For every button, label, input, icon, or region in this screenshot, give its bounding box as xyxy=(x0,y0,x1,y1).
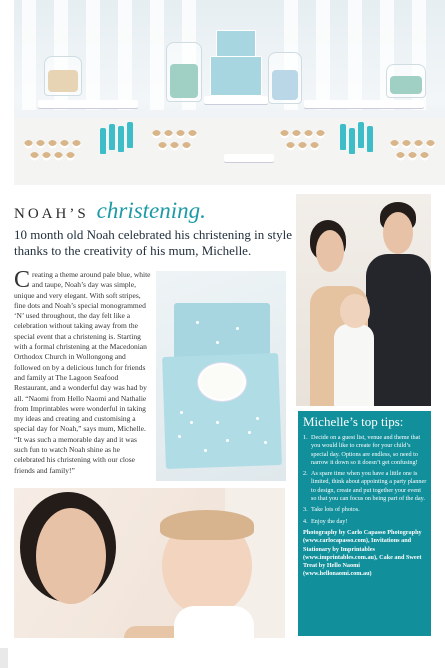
tips-title: Michelle’s top tips: xyxy=(303,414,404,429)
tip-item: 2. As spare time when you have a little one is limited, think about appointing a party planner to design, create and put together your event so that you can focus on being part of the day. xyxy=(303,470,427,503)
headline-script: christening. xyxy=(96,198,206,223)
top-tips-box xyxy=(298,411,431,636)
tips-list xyxy=(303,434,427,526)
headline-name: NOAH’S xyxy=(14,206,89,222)
monogram-cake-photo xyxy=(156,271,286,481)
drop-cap: C xyxy=(14,267,31,293)
body-copy: reating a theme around pale blue, white and taupe, Noah’s day was simple, unique and very elegant. With soft stripes, fine dots and Noah’s special monogrammed ‘N’ used throughout, the day felt like a celebration without taking away from the special event that a christening is. Starting with a formal christening at the Macedonian Orthodox Church in Wollongong and followed on by a delicious lunch for friends and family at The Lagoon Seafood Restaurant, and a wonderful day was had by all. “Naomi from Hello Naomi and Nathalie from Imprintables were wonderful in taking my ideas and creating and customising a special day for Noah,” says mum, Michelle. “It was such a memorable day and it was such fun to watch Noah shine as he celebrated his christening with our close friends and family!” xyxy=(14,270,151,475)
article-standfirst: 10 month old Noah celebrated his christening in style thanks to the creativity of his mum, Michelle. xyxy=(14,227,292,258)
family-portrait-photo xyxy=(296,194,431,406)
article-body xyxy=(14,267,151,476)
tip-item: 4. Enjoy the day! xyxy=(303,517,348,525)
tip-item: 3. Take lots of photos. xyxy=(303,506,360,514)
tip-item: 1. Decide on a guest list, venue and theme that you would like to create for your child’s special day. Options are endless, so need to narrow it down so it doesn’t get confusing! xyxy=(303,434,421,466)
mother-and-baby-photo xyxy=(14,488,285,638)
dessert-table-photo xyxy=(14,0,445,185)
article-headline xyxy=(14,198,206,224)
photo-credits: Photography by Carlo Capasso Photography (www.carlocapasso.com), Invitations and Stationary by Imprintables (www.imprintables.com.au), Cake and Sweet Treat by Hello Naomi (www.hellonaomi.com.au) xyxy=(303,528,422,578)
page-edge xyxy=(0,648,8,668)
